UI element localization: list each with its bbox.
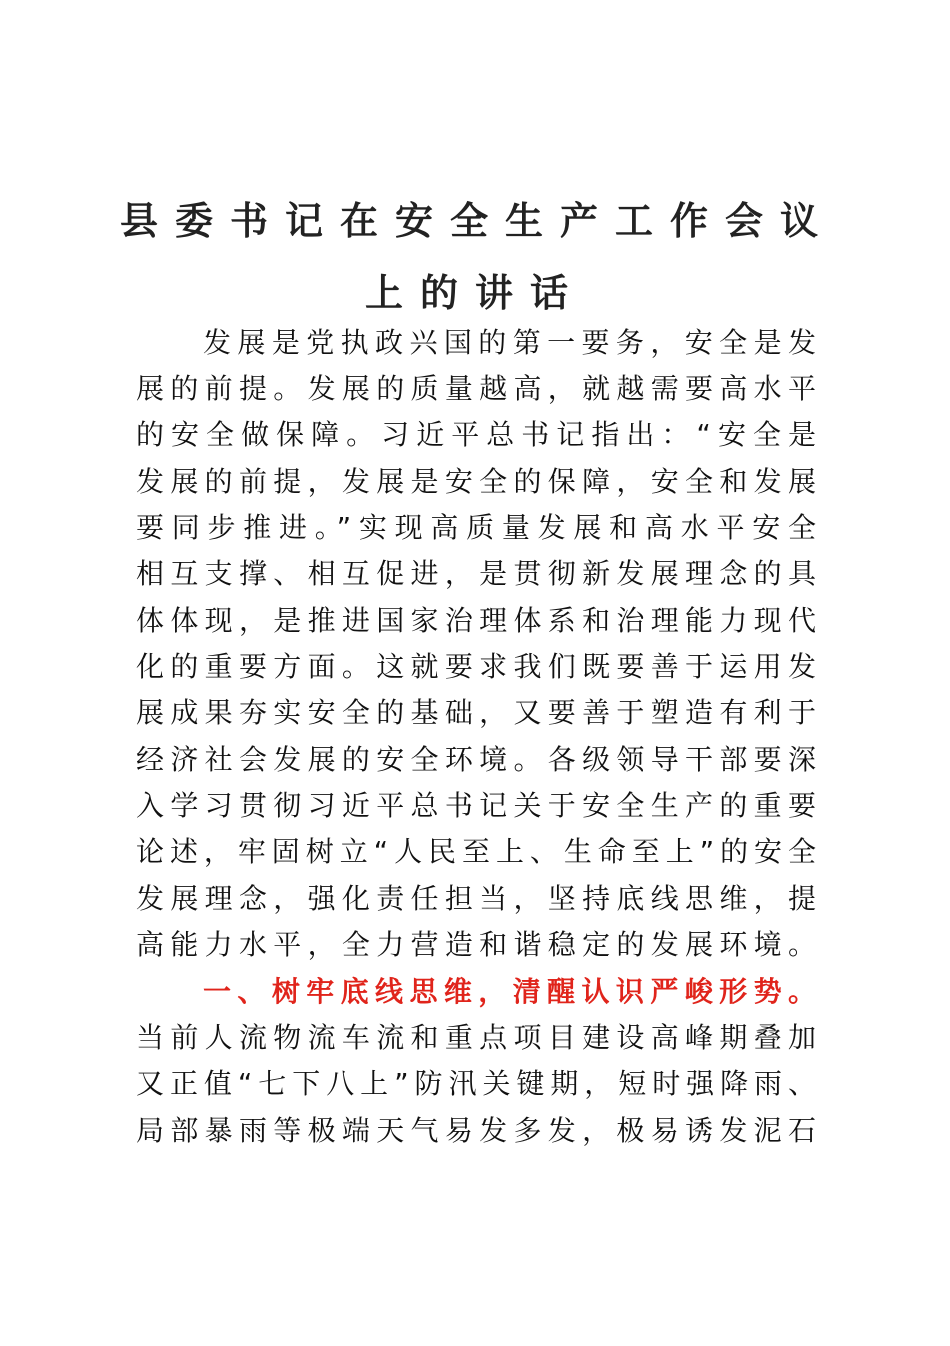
document-title-line-1: 县委书记在安全生产工作会议 — [120, 199, 836, 243]
paragraph-line: 高能力水平，全力营造和谐稳定的发展环境。 — [136, 928, 816, 961]
paragraph-line: 局部暴雨等极端天气易发多发，极易诱发泥石 — [136, 1114, 816, 1147]
paragraph-line: 发展理念，强化责任担当，坚持底线思维，提 — [136, 882, 816, 915]
section-heading: 一、树牢底线思维，清醒认识严峻形势。 — [203, 975, 816, 1008]
paragraph-line: 发展是党执政兴国的第一要务，安全是发 — [203, 326, 816, 359]
paragraph-line: 体体现，是推进国家治理体系和治理能力现代 — [136, 604, 816, 637]
paragraph-line: 又正值“七下八上”防汛关键期，短时强降雨、 — [136, 1067, 816, 1100]
paragraph-line: 的安全做保障。习近平总书记指出：“安全是 — [136, 418, 816, 451]
paragraph-line: 发展的前提，发展是安全的保障，安全和发展 — [136, 465, 816, 498]
paragraph-line: 经济社会发展的安全环境。各级领导干部要深 — [136, 743, 816, 776]
paragraph-line: 展成果夯实安全的基础，又要善于塑造有利于 — [136, 696, 816, 729]
paragraph-line: 论述，牢固树立“人民至上、生命至上”的安全 — [136, 835, 816, 868]
paragraph-line: 要同步推进。”实现高质量发展和高水平安全 — [136, 511, 816, 544]
paragraph-line: 相互支撑、相互促进，是贯彻新发展理念的具 — [136, 557, 816, 590]
paragraph-line: 当前人流物流车流和重点项目建设高峰期叠加 — [136, 1021, 816, 1054]
paragraph-line: 展的前提。发展的质量越高，就越需要高水平 — [136, 372, 816, 405]
paragraph-line: 入学习贯彻习近平总书记关于安全生产的重要 — [136, 789, 816, 822]
document-title-line-2: 上的讲话 — [364, 271, 585, 315]
paragraph-line: 化的重要方面。这就要求我们既要善于运用发 — [136, 650, 816, 683]
